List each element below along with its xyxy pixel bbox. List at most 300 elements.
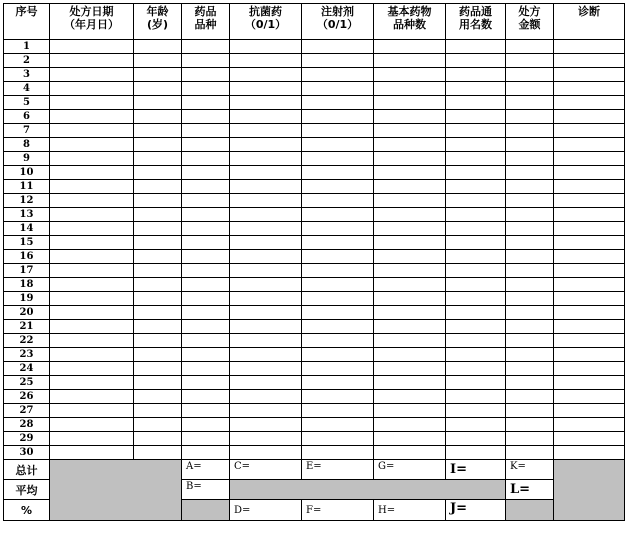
cell-amount[interactable]: [506, 152, 554, 166]
cell-essential-drugs[interactable]: [374, 278, 446, 292]
cell-generic-names[interactable]: [446, 446, 506, 460]
cell-age[interactable]: [134, 362, 182, 376]
cell-age[interactable]: [134, 418, 182, 432]
cell-diagnosis[interactable]: [554, 68, 625, 82]
cell-amount[interactable]: [506, 292, 554, 306]
cell-date[interactable]: [50, 390, 134, 404]
cell-injection[interactable]: [302, 194, 374, 208]
cell-generic-names[interactable]: [446, 264, 506, 278]
cell-drug-count[interactable]: [182, 208, 230, 222]
cell-injection[interactable]: [302, 376, 374, 390]
cell-essential-drugs[interactable]: [374, 376, 446, 390]
cell-date[interactable]: [50, 320, 134, 334]
cell-drug-count[interactable]: [182, 250, 230, 264]
cell-date[interactable]: [50, 292, 134, 306]
cell-date[interactable]: [50, 222, 134, 236]
cell-essential-drugs[interactable]: [374, 292, 446, 306]
cell-injection[interactable]: [302, 432, 374, 446]
cell-drug-count[interactable]: [182, 82, 230, 96]
cell-amount[interactable]: [506, 432, 554, 446]
cell-antibiotic[interactable]: [230, 208, 302, 222]
cell-drug-count[interactable]: [182, 376, 230, 390]
cell-e[interactable]: E=: [302, 460, 374, 480]
cell-antibiotic[interactable]: [230, 138, 302, 152]
cell-generic-names[interactable]: [446, 292, 506, 306]
cell-date[interactable]: [50, 138, 134, 152]
cell-antibiotic[interactable]: [230, 292, 302, 306]
cell-antibiotic[interactable]: [230, 68, 302, 82]
cell-date[interactable]: [50, 376, 134, 390]
header-antibiotic-line1: 抗菌药: [249, 5, 282, 18]
cell-drug-count[interactable]: [182, 138, 230, 152]
cell-drug-count[interactable]: [182, 54, 230, 68]
cell-amount[interactable]: [506, 194, 554, 208]
cell-generic-names[interactable]: [446, 96, 506, 110]
cell-injection[interactable]: [302, 124, 374, 138]
cell-essential-drugs[interactable]: [374, 68, 446, 82]
cell-drug-count[interactable]: [182, 124, 230, 138]
cell-diagnosis[interactable]: [554, 138, 625, 152]
cell-antibiotic[interactable]: [230, 306, 302, 320]
cell-essential-drugs[interactable]: [374, 222, 446, 236]
cell-generic-names[interactable]: [446, 40, 506, 54]
table-row: [4, 306, 625, 320]
cell-amount[interactable]: [506, 390, 554, 404]
cell-age[interactable]: [134, 264, 182, 278]
cell-injection[interactable]: [302, 82, 374, 96]
cell-essential-drugs[interactable]: [374, 320, 446, 334]
cell-generic-names[interactable]: [446, 432, 506, 446]
cell-d[interactable]: D=: [230, 500, 302, 521]
cell-date[interactable]: [50, 124, 134, 138]
cell-date[interactable]: [50, 96, 134, 110]
cell-i[interactable]: I=: [446, 460, 506, 480]
cell-drug-count[interactable]: [182, 390, 230, 404]
cell-date[interactable]: [50, 166, 134, 180]
cell-c[interactable]: C=: [230, 460, 302, 480]
cell-date[interactable]: [50, 250, 134, 264]
cell-amount[interactable]: [506, 166, 554, 180]
cell-diagnosis[interactable]: [554, 278, 625, 292]
table-row: [4, 250, 625, 264]
cell-drug-count[interactable]: [182, 152, 230, 166]
cell-date[interactable]: [50, 278, 134, 292]
cell-essential-drugs[interactable]: [374, 236, 446, 250]
cell-essential-drugs[interactable]: [374, 180, 446, 194]
cell-amount[interactable]: [506, 110, 554, 124]
cell-age[interactable]: [134, 180, 182, 194]
cell-diagnosis[interactable]: [554, 348, 625, 362]
cell-amount[interactable]: [506, 124, 554, 138]
cell-age[interactable]: [134, 208, 182, 222]
cell-amount[interactable]: [506, 54, 554, 68]
table-row: [4, 278, 625, 292]
cell-amount[interactable]: [506, 404, 554, 418]
cell-diagnosis[interactable]: [554, 40, 625, 54]
cell-drug-count[interactable]: [182, 166, 230, 180]
cell-injection[interactable]: [302, 236, 374, 250]
cell-date[interactable]: [50, 152, 134, 166]
cell-antibiotic[interactable]: [230, 180, 302, 194]
cell-essential-drugs[interactable]: [374, 54, 446, 68]
cell-antibiotic[interactable]: [230, 152, 302, 166]
cell-antibiotic[interactable]: [230, 376, 302, 390]
cell-antibiotic[interactable]: [230, 96, 302, 110]
cell-amount[interactable]: [506, 236, 554, 250]
cell-diagnosis[interactable]: [554, 96, 625, 110]
cell-diagnosis[interactable]: [554, 334, 625, 348]
cell-antibiotic[interactable]: [230, 40, 302, 54]
cell-antibiotic[interactable]: [230, 432, 302, 446]
shaded-cell-percent-drugs: [182, 500, 230, 521]
cell-antibiotic[interactable]: [230, 222, 302, 236]
table-row: [4, 320, 625, 334]
cell-injection[interactable]: [302, 152, 374, 166]
cell-h[interactable]: H=: [374, 500, 446, 521]
cell-drug-count[interactable]: [182, 334, 230, 348]
cell-age[interactable]: [134, 194, 182, 208]
table-row: [4, 222, 625, 236]
cell-generic-names[interactable]: [446, 180, 506, 194]
cell-injection[interactable]: [302, 320, 374, 334]
header-injection-line1: 注射剂: [321, 5, 354, 18]
table-row: [4, 334, 625, 348]
table-row: [4, 152, 625, 166]
row-number: 21: [4, 320, 50, 334]
cell-injection[interactable]: [302, 404, 374, 418]
cell-diagnosis[interactable]: [554, 152, 625, 166]
cell-injection[interactable]: [302, 68, 374, 82]
cell-diagnosis[interactable]: [554, 292, 625, 306]
cell-date[interactable]: [50, 68, 134, 82]
cell-date[interactable]: [50, 82, 134, 96]
cell-antibiotic[interactable]: [230, 418, 302, 432]
cell-antibiotic[interactable]: [230, 264, 302, 278]
cell-injection[interactable]: [302, 390, 374, 404]
cell-injection[interactable]: [302, 362, 374, 376]
cell-injection[interactable]: [302, 222, 374, 236]
cell-age[interactable]: [134, 82, 182, 96]
cell-amount[interactable]: [506, 68, 554, 82]
table-row: [4, 124, 625, 138]
cell-diagnosis[interactable]: [554, 54, 625, 68]
cell-age[interactable]: [134, 432, 182, 446]
cell-antibiotic[interactable]: [230, 54, 302, 68]
cell-essential-drugs[interactable]: [374, 110, 446, 124]
cell-injection[interactable]: [302, 446, 374, 460]
cell-generic-names[interactable]: [446, 334, 506, 348]
cell-generic-names[interactable]: [446, 250, 506, 264]
cell-antibiotic[interactable]: [230, 82, 302, 96]
cell-drug-count[interactable]: [182, 110, 230, 124]
cell-date[interactable]: [50, 194, 134, 208]
cell-date[interactable]: [50, 180, 134, 194]
cell-antibiotic[interactable]: [230, 446, 302, 460]
cell-generic-names[interactable]: [446, 152, 506, 166]
cell-drug-count[interactable]: [182, 40, 230, 54]
cell-amount[interactable]: [506, 40, 554, 54]
shaded-cell-percent-amount: [506, 500, 554, 521]
cell-age[interactable]: [134, 404, 182, 418]
cell-amount[interactable]: [506, 320, 554, 334]
cell-age[interactable]: [134, 54, 182, 68]
cell-amount[interactable]: [506, 418, 554, 432]
cell-antibiotic[interactable]: [230, 334, 302, 348]
cell-diagnosis[interactable]: [554, 390, 625, 404]
cell-diagnosis[interactable]: [554, 208, 625, 222]
cell-k[interactable]: K=: [506, 460, 554, 480]
cell-diagnosis[interactable]: [554, 110, 625, 124]
cell-drug-count[interactable]: [182, 446, 230, 460]
cell-diagnosis[interactable]: [554, 306, 625, 320]
cell-generic-names[interactable]: [446, 320, 506, 334]
cell-age[interactable]: [134, 110, 182, 124]
cell-generic-names[interactable]: [446, 54, 506, 68]
cell-date[interactable]: [50, 54, 134, 68]
cell-essential-drugs[interactable]: [374, 432, 446, 446]
cell-antibiotic[interactable]: [230, 250, 302, 264]
cell-generic-names[interactable]: [446, 278, 506, 292]
cell-drug-count[interactable]: [182, 362, 230, 376]
cell-antibiotic[interactable]: [230, 320, 302, 334]
cell-essential-drugs[interactable]: [374, 446, 446, 460]
cell-diagnosis[interactable]: [554, 446, 625, 460]
cell-essential-drugs[interactable]: [374, 40, 446, 54]
cell-age[interactable]: [134, 222, 182, 236]
cell-essential-drugs[interactable]: [374, 96, 446, 110]
cell-drug-count[interactable]: [182, 292, 230, 306]
cell-l[interactable]: L=: [506, 480, 554, 500]
cell-age[interactable]: [134, 390, 182, 404]
cell-generic-names[interactable]: [446, 348, 506, 362]
cell-amount[interactable]: [506, 222, 554, 236]
cell-injection[interactable]: [302, 334, 374, 348]
cell-age[interactable]: [134, 320, 182, 334]
cell-j[interactable]: J=: [446, 500, 506, 521]
cell-drug-count[interactable]: [182, 278, 230, 292]
row-number: 24: [4, 362, 50, 376]
cell-age[interactable]: [134, 96, 182, 110]
cell-date[interactable]: [50, 432, 134, 446]
cell-essential-drugs[interactable]: [374, 82, 446, 96]
cell-generic-names[interactable]: [446, 166, 506, 180]
cell-injection[interactable]: [302, 54, 374, 68]
cell-f[interactable]: F=: [302, 500, 374, 521]
cell-date[interactable]: [50, 362, 134, 376]
cell-amount[interactable]: [506, 362, 554, 376]
table-row: [4, 292, 625, 306]
cell-antibiotic[interactable]: [230, 404, 302, 418]
cell-generic-names[interactable]: [446, 362, 506, 376]
cell-generic-names[interactable]: [446, 376, 506, 390]
cell-date[interactable]: [50, 334, 134, 348]
cell-age[interactable]: [134, 278, 182, 292]
cell-amount[interactable]: [506, 138, 554, 152]
cell-essential-drugs[interactable]: [374, 264, 446, 278]
table-row: [4, 96, 625, 110]
cell-date[interactable]: [50, 418, 134, 432]
cell-generic-names[interactable]: [446, 138, 506, 152]
cell-diagnosis[interactable]: [554, 166, 625, 180]
cell-essential-drugs[interactable]: [374, 334, 446, 348]
cell-antibiotic[interactable]: [230, 166, 302, 180]
cell-injection[interactable]: [302, 264, 374, 278]
cell-drug-count[interactable]: [182, 236, 230, 250]
cell-drug-count[interactable]: [182, 96, 230, 110]
cell-age[interactable]: [134, 166, 182, 180]
cell-age[interactable]: [134, 138, 182, 152]
cell-injection[interactable]: [302, 250, 374, 264]
cell-amount[interactable]: [506, 446, 554, 460]
cell-injection[interactable]: [302, 40, 374, 54]
cell-amount[interactable]: [506, 348, 554, 362]
cell-date[interactable]: [50, 40, 134, 54]
cell-age[interactable]: [134, 68, 182, 82]
cell-essential-drugs[interactable]: [374, 194, 446, 208]
cell-generic-names[interactable]: [446, 418, 506, 432]
cell-diagnosis[interactable]: [554, 236, 625, 250]
cell-age[interactable]: [134, 376, 182, 390]
cell-antibiotic[interactable]: [230, 362, 302, 376]
cell-b[interactable]: B=: [182, 480, 230, 500]
cell-injection[interactable]: [302, 110, 374, 124]
cell-age[interactable]: [134, 348, 182, 362]
cell-injection[interactable]: [302, 292, 374, 306]
cell-generic-names[interactable]: [446, 404, 506, 418]
cell-drug-count[interactable]: [182, 348, 230, 362]
cell-diagnosis[interactable]: [554, 320, 625, 334]
cell-diagnosis[interactable]: [554, 194, 625, 208]
cell-generic-names[interactable]: [446, 194, 506, 208]
cell-antibiotic[interactable]: [230, 110, 302, 124]
cell-amount[interactable]: [506, 264, 554, 278]
cell-drug-count[interactable]: [182, 432, 230, 446]
cell-amount[interactable]: [506, 306, 554, 320]
cell-diagnosis[interactable]: [554, 376, 625, 390]
cell-amount[interactable]: [506, 96, 554, 110]
cell-amount[interactable]: [506, 250, 554, 264]
cell-diagnosis[interactable]: [554, 180, 625, 194]
cell-generic-names[interactable]: [446, 68, 506, 82]
cell-amount[interactable]: [506, 278, 554, 292]
cell-antibiotic[interactable]: [230, 348, 302, 362]
cell-essential-drugs[interactable]: [374, 404, 446, 418]
cell-date[interactable]: [50, 264, 134, 278]
cell-injection[interactable]: [302, 96, 374, 110]
cell-essential-drugs[interactable]: [374, 306, 446, 320]
cell-generic-names[interactable]: [446, 222, 506, 236]
cell-diagnosis[interactable]: [554, 418, 625, 432]
cell-essential-drugs[interactable]: [374, 362, 446, 376]
cell-injection[interactable]: [302, 418, 374, 432]
cell-diagnosis[interactable]: [554, 362, 625, 376]
cell-age[interactable]: [134, 334, 182, 348]
cell-injection[interactable]: [302, 348, 374, 362]
cell-date[interactable]: [50, 208, 134, 222]
cell-age[interactable]: [134, 446, 182, 460]
cell-essential-drugs[interactable]: [374, 390, 446, 404]
cell-essential-drugs[interactable]: [374, 138, 446, 152]
cell-diagnosis[interactable]: [554, 222, 625, 236]
cell-drug-count[interactable]: [182, 68, 230, 82]
cell-essential-drugs[interactable]: [374, 250, 446, 264]
cell-date[interactable]: [50, 306, 134, 320]
cell-generic-names[interactable]: [446, 208, 506, 222]
cell-date[interactable]: [50, 236, 134, 250]
cell-diagnosis[interactable]: [554, 124, 625, 138]
cell-diagnosis[interactable]: [554, 404, 625, 418]
cell-antibiotic[interactable]: [230, 236, 302, 250]
cell-antibiotic[interactable]: [230, 278, 302, 292]
cell-age[interactable]: [134, 250, 182, 264]
cell-amount[interactable]: [506, 334, 554, 348]
cell-drug-count[interactable]: [182, 404, 230, 418]
cell-drug-count[interactable]: [182, 418, 230, 432]
cell-essential-drugs[interactable]: [374, 152, 446, 166]
cell-generic-names[interactable]: [446, 110, 506, 124]
header-diagnosis-line1: 诊断: [578, 5, 600, 18]
cell-injection[interactable]: [302, 208, 374, 222]
cell-diagnosis[interactable]: [554, 250, 625, 264]
cell-essential-drugs[interactable]: [374, 166, 446, 180]
cell-date[interactable]: [50, 348, 134, 362]
cell-injection[interactable]: [302, 138, 374, 152]
cell-drug-count[interactable]: [182, 320, 230, 334]
cell-essential-drugs[interactable]: [374, 208, 446, 222]
cell-antibiotic[interactable]: [230, 124, 302, 138]
cell-drug-count[interactable]: [182, 306, 230, 320]
cell-generic-names[interactable]: [446, 390, 506, 404]
cell-date[interactable]: [50, 404, 134, 418]
cell-age[interactable]: [134, 124, 182, 138]
cell-date[interactable]: [50, 446, 134, 460]
cell-antibiotic[interactable]: [230, 390, 302, 404]
row-number: 30: [4, 446, 50, 460]
cell-drug-count[interactable]: [182, 180, 230, 194]
cell-injection[interactable]: [302, 278, 374, 292]
cell-amount[interactable]: [506, 208, 554, 222]
cell-essential-drugs[interactable]: [374, 418, 446, 432]
cell-amount[interactable]: [506, 82, 554, 96]
cell-drug-count[interactable]: [182, 222, 230, 236]
cell-essential-drugs[interactable]: [374, 348, 446, 362]
cell-age[interactable]: [134, 152, 182, 166]
cell-amount[interactable]: [506, 376, 554, 390]
cell-injection[interactable]: [302, 166, 374, 180]
cell-injection[interactable]: [302, 180, 374, 194]
cell-date[interactable]: [50, 110, 134, 124]
cell-age[interactable]: [134, 40, 182, 54]
cell-antibiotic[interactable]: [230, 194, 302, 208]
cell-age[interactable]: [134, 306, 182, 320]
cell-diagnosis[interactable]: [554, 264, 625, 278]
cell-drug-count[interactable]: [182, 194, 230, 208]
cell-injection[interactable]: [302, 306, 374, 320]
cell-essential-drugs[interactable]: [374, 124, 446, 138]
cell-generic-names[interactable]: [446, 306, 506, 320]
cell-amount[interactable]: [506, 180, 554, 194]
cell-age[interactable]: [134, 292, 182, 306]
cell-diagnosis[interactable]: [554, 432, 625, 446]
cell-drug-count[interactable]: [182, 264, 230, 278]
cell-generic-names[interactable]: [446, 82, 506, 96]
cell-g[interactable]: G=: [374, 460, 446, 480]
cell-diagnosis[interactable]: [554, 82, 625, 96]
cell-a[interactable]: A=: [182, 460, 230, 480]
cell-generic-names[interactable]: [446, 124, 506, 138]
cell-age[interactable]: [134, 236, 182, 250]
cell-generic-names[interactable]: [446, 236, 506, 250]
